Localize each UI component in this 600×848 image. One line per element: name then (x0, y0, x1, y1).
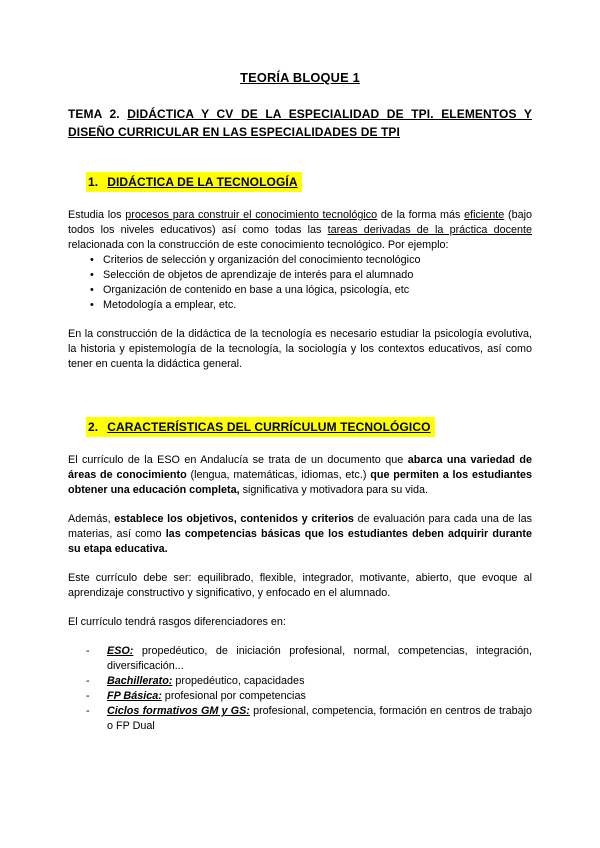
section-1-heading (86, 172, 302, 192)
bullet-item: • Metodología a emplear, etc. (68, 298, 532, 313)
section-2-paragraph-debe-ser (68, 571, 532, 601)
text-segment: ESO: (107, 645, 134, 657)
text-segment: Este currículo debe ser: equilibrado, flexible, integrador, motivante, abierto, que evoque al aprendizaje constructivo y significativo, y enfocado en el alumnado. (68, 572, 532, 599)
text-segment: profesional por competencias (161, 690, 306, 702)
document-title: TEORÍA BLOQUE 1 (240, 70, 360, 85)
section-2-heading-row (86, 417, 532, 437)
text-segment: Además, (68, 513, 115, 525)
text-segment: 2. (88, 420, 99, 434)
text-segment: TEMA 2. (68, 107, 128, 121)
text-segment: propedéutico, capacidades (172, 675, 305, 687)
text-segment: (bajo todos los niveles educativos) así como todas las (68, 209, 532, 236)
text-segment: Estudia los (68, 209, 126, 221)
section-2-paragraph-curriculo-eso (68, 453, 532, 498)
bullet-item: • Criterios de selección y organización del conocimiento tecnológico (68, 253, 532, 268)
section-1-bullet-list (68, 253, 532, 313)
text-segment: relacionada con la construcción de este conocimiento tecnológico. Por ejemplo: (68, 239, 449, 251)
text-segment: El currículo tendrá rasgos diferenciadores en: (68, 616, 286, 628)
section-1-intro-paragraph (68, 208, 532, 253)
text-segment: (lengua, matemáticas, idiomas, etc.) (186, 469, 371, 481)
text-segment: Bachillerato: (107, 675, 173, 687)
text-segment: DIDÁCTICA Y CV DE LA ESPECIALIDAD DE TPI. ELEMENTOS Y DISEÑO CURRICULAR EN LAS ESPECIALIDADES DE TPI (68, 107, 532, 139)
text-segment: las competencias básicas que los estudiantes deben adquirir durante su etapa educativa. (68, 528, 532, 555)
text-segment: El currículo de la ESO en Andalucía se trata de un documento que (68, 454, 408, 466)
differentiator-item-fp-basica (68, 689, 532, 704)
tema-heading (68, 105, 532, 141)
differentiator-item-eso (68, 644, 532, 674)
section-1-closing-paragraph: En la construcción de la didáctica de la tecnología es necesario estudiar la psicología evolutiva, la historia y epistemología de la tecnología, la sociología y los contextos educativos, así como tener en cuenta la didáctica general. (68, 328, 532, 370)
text-segment: 1. (88, 175, 99, 189)
text-segment: FP Básica: (107, 690, 162, 702)
differentiator-item-bachillerato (68, 674, 532, 689)
text-segment: procesos para construir el conocimiento tecnológico (125, 209, 378, 221)
differentiator-item-ciclos-formativos (68, 704, 532, 734)
section-1-heading-row (86, 172, 532, 192)
text-segment: DIDÁCTICA DE LA TECNOLOGÍA (107, 175, 298, 189)
bullet-item: • Selección de objetos de aprendizaje de interés para el alumnado (68, 268, 532, 283)
text-segment: que permiten a los estudiantes obtener una educación completa, (68, 469, 532, 496)
text-segment: CARACTERÍSTICAS DEL CURRÍCULUM TECNOLÓGICO (107, 420, 431, 434)
section-2-paragraph-rasgos (68, 615, 532, 630)
section-2-heading (86, 417, 435, 437)
text-segment: de la forma más (377, 209, 465, 221)
text-segment: significativa y motivadora para su vida. (239, 484, 429, 496)
bullet-item: • Organización de contenido en base a una lógica, psicología, etc (68, 283, 532, 298)
text-segment: eficiente (464, 209, 505, 221)
text-segment: establece los objetivos, contenidos y criterios (114, 513, 354, 525)
text-segment: tareas derivadas de la práctica docente (327, 224, 532, 236)
section-2-differentiator-list (68, 644, 532, 734)
section-2-paragraph-objetivos (68, 512, 532, 557)
text-segment: profesional, competencia, formación en centros de trabajo o FP Dual (107, 705, 532, 732)
text-segment: propedéutico, de iniciación profesional, normal, competencias, integración, diversificación... (107, 645, 532, 672)
text-segment: Ciclos formativos GM y GS: (107, 705, 250, 717)
text-segment: de evaluación para cada una de las materias, así como (68, 513, 532, 540)
text-segment: abarca una variedad de áreas de conocimiento (68, 454, 532, 481)
